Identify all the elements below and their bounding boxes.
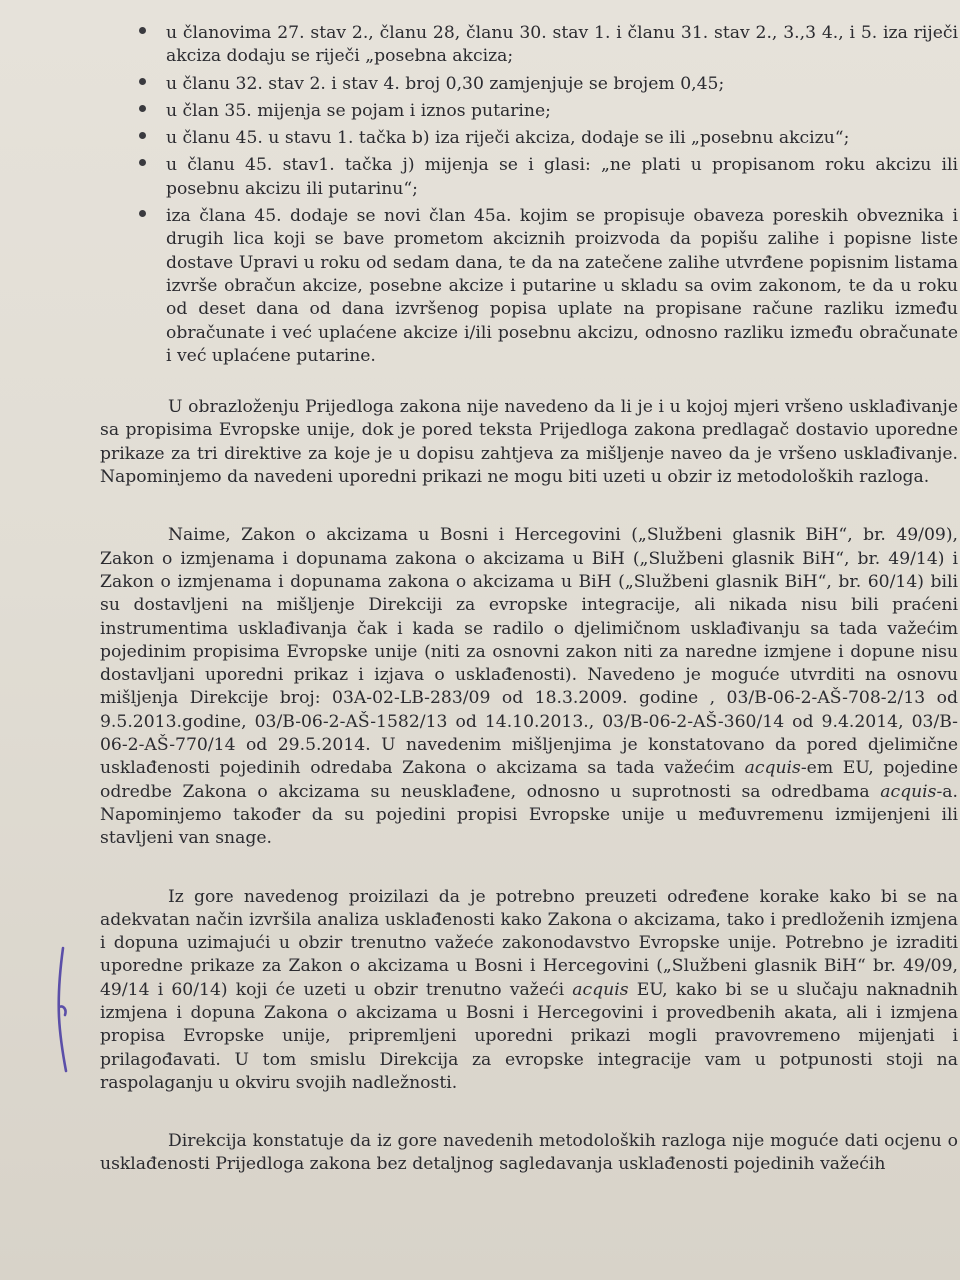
list-item: u članu 45. stav1. tačka j) mijenja se i glasi: „ne plati u propisanom roku akcizu ili posebnu akcizu ili putarinu“; [100,154,958,201]
bullet-icon [139,210,146,217]
paragraph-eu-alignment: U obrazloženju Prijedloga zakona nije navedeno da li je i u kojoj mjeri vršeno usklađivanje sa propisima Evropske unije, dok je pored teksta Prijedloga zakona predlagač dostavio uporedne prikaze za tri direktive za koje je u dopisu zahtjeva za mišljenje naveo da je vršeno usklađivanje. Napominjemo da navedeni uporedni prikazi ne mogu biti uzeti u obzir iz metodoloških razloga. [100,397,958,488]
amendments-list [100,22,958,368]
bullet-icon [139,159,146,166]
list-item: iza člana 45. dodaje se novi član 45a. kojim se propisuje obaveza poreskih obveznika i drugih lica koji se bave prometom akciznih proizvoda da popišu zalihe i popisne liste dostave Upravi u roku od sedam dana, te da na zatečene zalihe utvrđene popisnim listama izvrše obračun akcize, posebne akcize i putarine u skladu sa ovim zakonom, te da u roku od deset dana od dana izvršenog popisa uplate na propisane račune razliku između obračunate i već uplaćene akcize i/ili posebnu akcizu, odnosno razliku između obračunate i već uplaćene putarine. [100,205,958,368]
paragraph-previous-opinions: Naime, Zakon o akcizama u Bosni i Hercegovini („Službeni glasnik BiH“, br. 49/09), Zakon o izmjenama i dopunama zakona o akcizama u BiH („Službeni glasnik BiH“, br. 49/14) i Zakon o izmjenama i dopunama zakona o akcizama u BiH („Službeni glasnik BiH“, br. 60/14) bili su dostavljeni na mišljenje Direkciji za evropske integracije, ali nikada nisu bili praćeni instrumentima usklađivanja čak i kada se radilo o djelimičnom usklađivanju sa tada važećim pojedinim propisima Evropske unije (niti za osnovni zakon niti za naredne izmjene i dopune nisu dostavljani uporedni prikaz i izjava o usklađenosti). Navedeno je moguće utvrditi na osnovu mišljenja Direkcije broj: 03A-02-LB-283/09 od 18.3.2009. godine , 03/B-06-2-AŠ-708-2/13 od 9.5.2013.godine, 03/B-06-2-AŠ-1582/13 od 14.10.2013., 03/B-06-2-AŠ-360/14 od 9.4.2014, 03/B-06-2-AŠ-770/14 od 29.5.2014. U navedenim mišljenjima je konstatovano da pored djelimične usklađenosti pojedinih odredaba Zakona o akcizama sa tada važećim acquis-em EU, pojedine odredbe Zakona o akcizama su neusklađene, odnosno u suprotnosti sa odredbama acquis-a. Napominjemo također da su pojedini propisi Evropske unije u međuvremenu izmijenjeni ili stavljeni van snage. [100,525,958,849]
paragraph-conclusion: Direkcija konstatuje da iz gore navedenih metodoloških razloga nije moguće dati ocjenu o usklađenosti Prijedloga zakona bez detaljnog sagledavanja usklađenosti pojedinih važećih [100,1131,958,1175]
document-body [100,22,958,1177]
bullet-icon [139,27,146,34]
bullet-icon [139,105,146,112]
paragraph-required-steps: Iz gore navedenog proizilazi da je potrebno preuzeti određene korake kako bi se na adekvatan način izvršila analiza usklađenosti kako Zakona o akcizama, tako i predloženih izmjena i dopuna uzimajući u obzir trenutno važeće zakonodavstvo Evropske unije. Potrebno je izraditi uporedne prikaze za Zakon o akcizama u Bosni i Hercegovini („Službeni glasnik BiH“ br. 49/09, 49/14 i 60/14) koji će uzeti u obzir trenutno važeći acquis EU, kako bi se u slučaju naknadnih izmjena i dopuna Zakona o akcizama u Bosni i Hercegovini i provedbenih akata, ali i izmjena propisa Evropske unije, pripremljeni uporedni prikazi mogli pravovremeno mijenjati i prilagođavati. U tom smislu Direkcija za evropske integracije vam u potpunosti stoji na raspolaganju u okviru svojih nadležnosti. [100,886,958,1093]
list-item: u članovima 27. stav 2., članu 28, članu 30. stav 1. i članu 31. stav 2., 3.,3 4., i 5. iza riječi akciza dodaju se riječi „posebna akciza; [100,22,958,69]
list-item: u član 35. mijenja se pojam i iznos putarine; [100,100,958,123]
list-item: u članu 32. stav 2. i stav 4. broj 0,30 zamjenjuje se brojem 0,45; [100,73,958,96]
bullet-icon [139,132,146,139]
bullet-icon [139,78,146,85]
acquis-term: acquis [572,979,629,1000]
acquis-term: acquis [744,758,801,779]
list-item: u članu 45. u stavu 1. tačka b) iza riječi akciza, dodaje se ili „posebnu akcizu“; [100,127,958,150]
acquis-term: acquis [880,781,937,802]
pen-mark-icon [50,945,80,1075]
